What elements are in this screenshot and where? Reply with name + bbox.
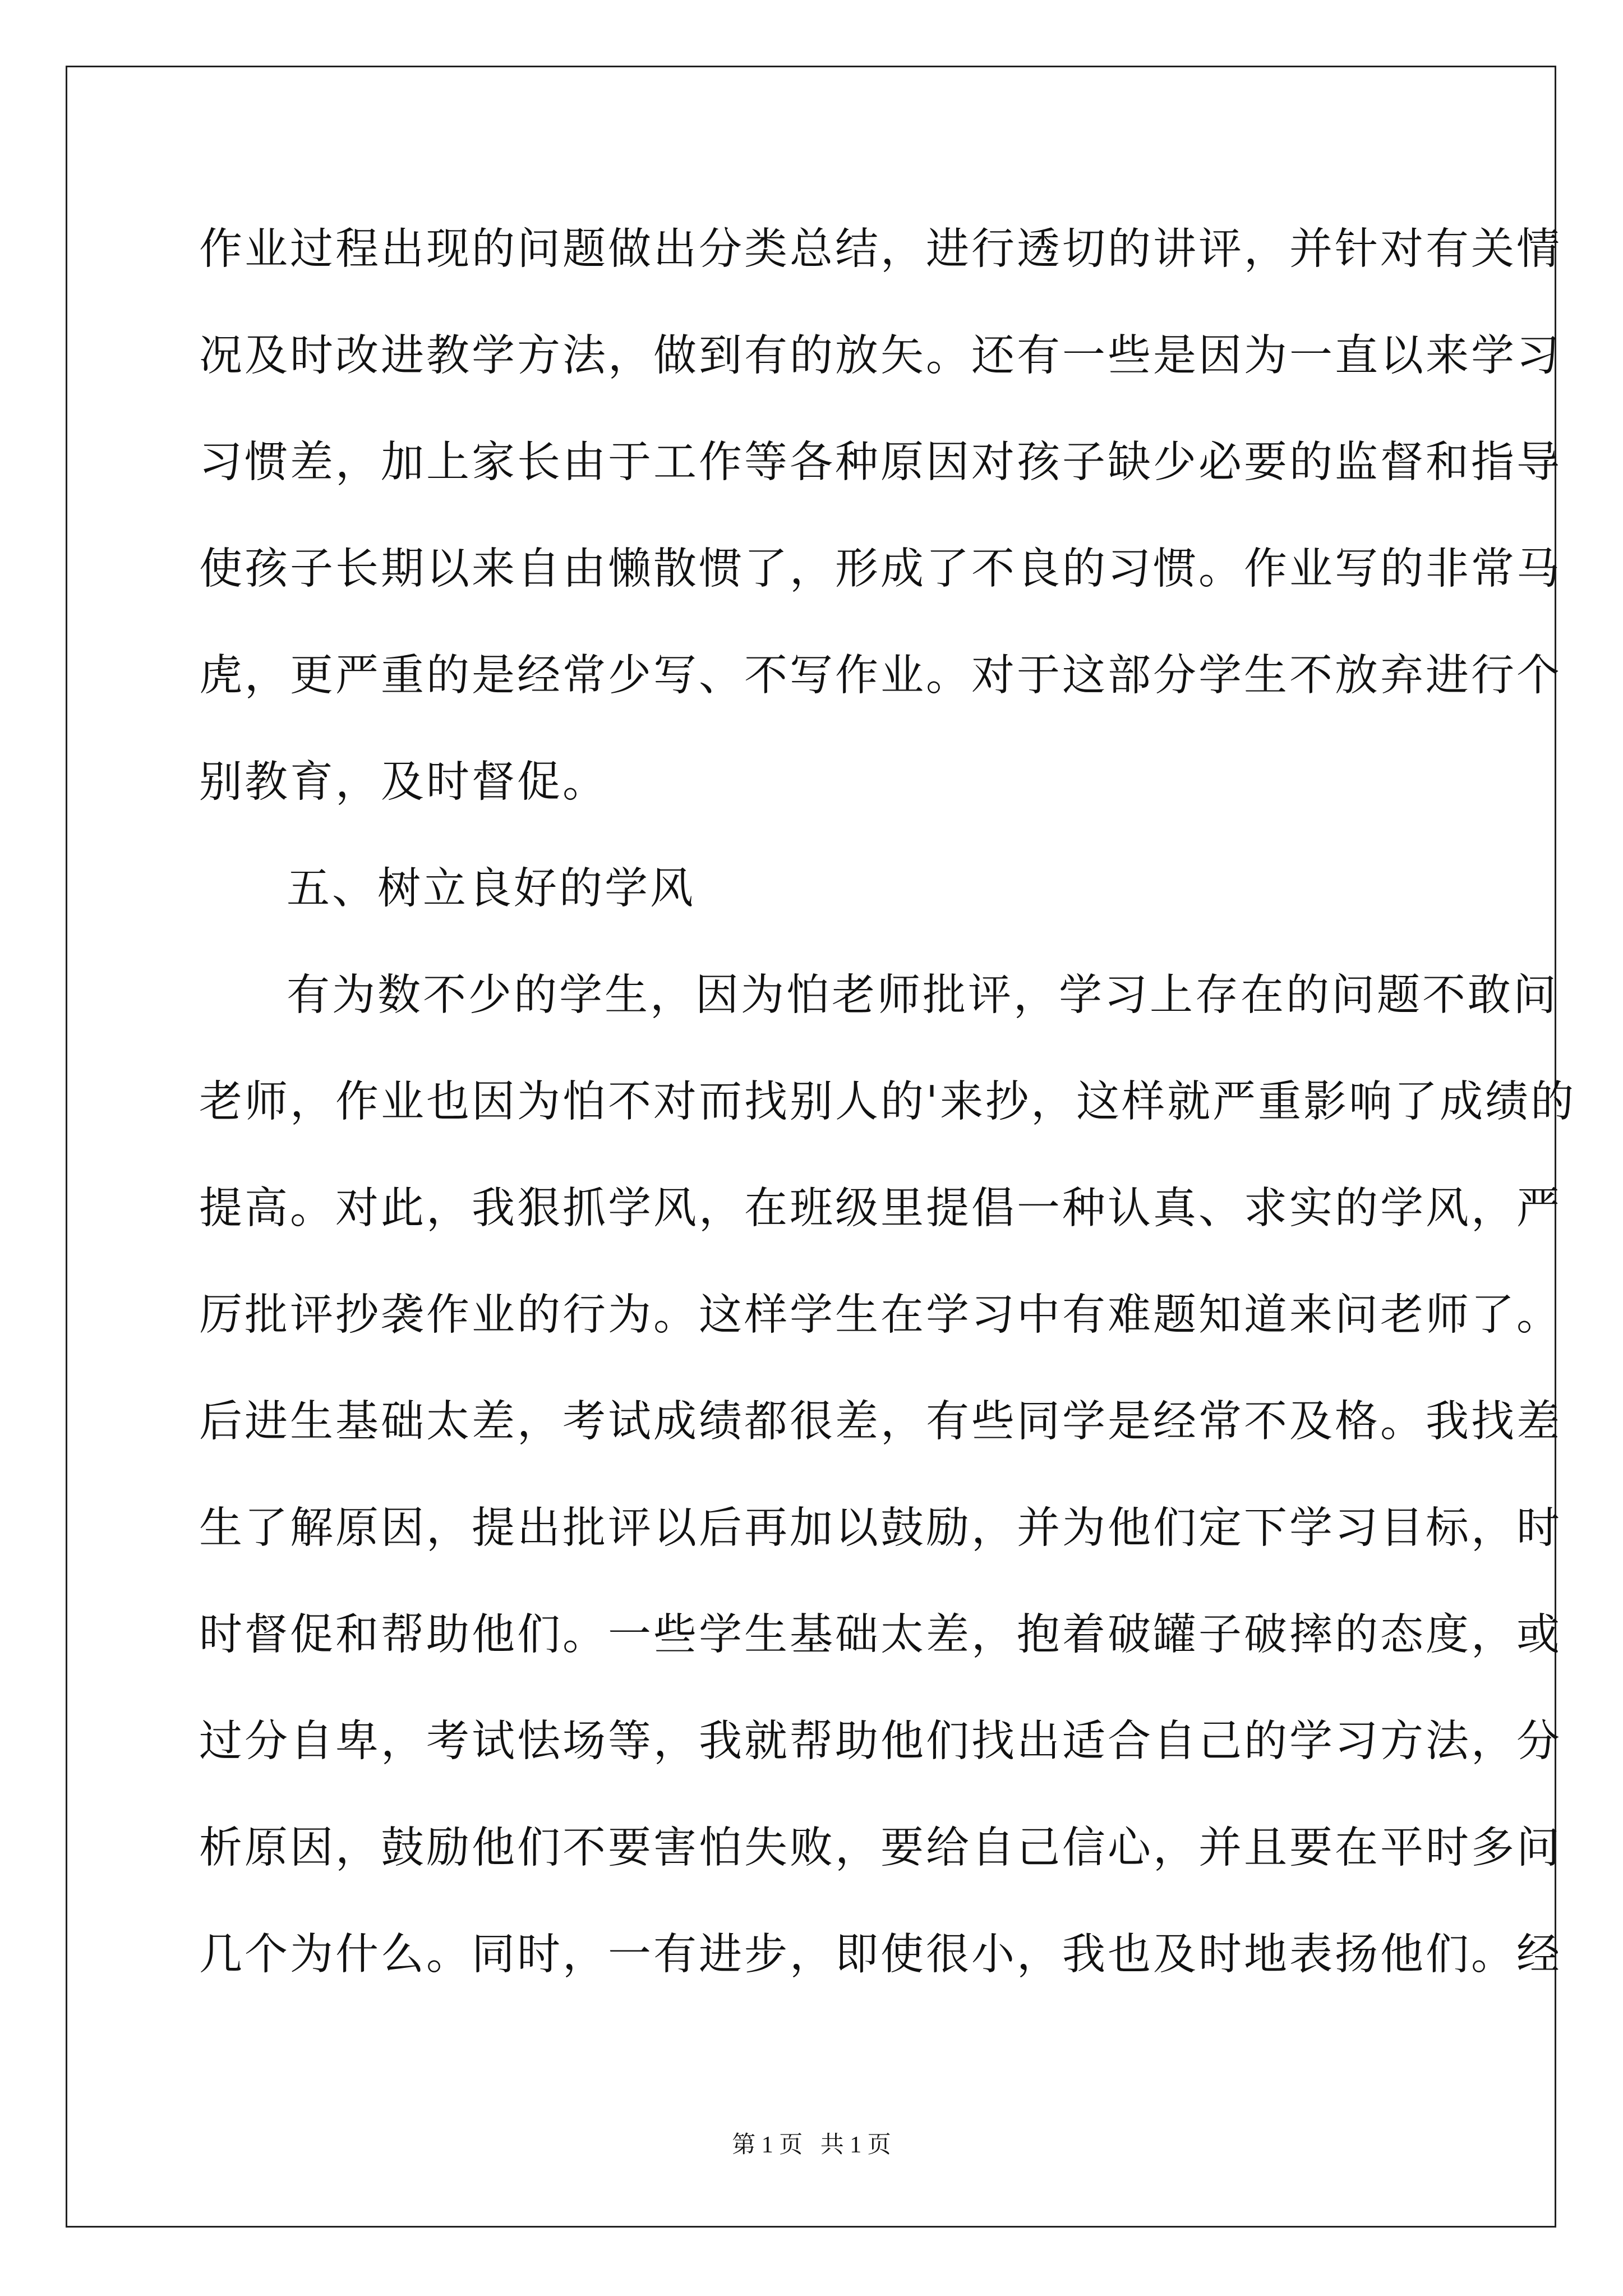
text-line: 别教育，及时督促。 (199, 757, 608, 807)
section-heading: 五、树立良好的学风 (287, 864, 695, 914)
text-line: 后进生基础太差，考试成绩都很差，有些同学是经常不及格。我找差 (199, 1397, 1562, 1447)
text-line: 况及时改进教学方法，做到有的放矢。还有一些是因为一直以来学习 (199, 331, 1562, 381)
text-line: 厉批评抄袭作业的行为。这样学生在学习中有难题知道来问老师了。 (199, 1290, 1562, 1340)
text-line: 过分自卑，考试怯场等，我就帮助他们找出适合自己的学习方法，分 (199, 1717, 1562, 1766)
text-line: 有为数不少的学生，因为怕老师批评，学习上存在的问题不敢问 (287, 970, 1559, 1020)
text-line: 提高。对此，我狠抓学风，在班级里提倡一种认真、求实的学风，严 (199, 1184, 1562, 1234)
text-line: 几个为什么。同时，一有进步，即使很小，我也及时地表扬他们。经 (199, 1930, 1562, 1980)
text-line: 作业过程出现的问题做出分类总结，进行透切的讲评，并针对有关情 (199, 224, 1562, 274)
text-line: 习惯差，加上家长由于工作等各种原因对孩子缺少必要的监督和指导 (199, 438, 1562, 487)
text-line: 老师，作业也因为怕不对而找别人的'来抄，这样就严重影响了成绩的 (199, 1077, 1576, 1127)
document-body (199, 219, 1576, 2031)
text-line: 时督促和帮助他们。一些学生基础太差，抱着破罐子破摔的态度，或 (199, 1610, 1562, 1660)
text-line: 使孩子长期以来自由懒散惯了，形成了不良的习惯。作业写的非常马 (199, 544, 1562, 594)
text-line: 析原因，鼓励他们不要害怕失败，要给自己信心，并且要在平时多问 (199, 1823, 1562, 1873)
text-line: 虎，更严重的是经常少写、不写作业。对于这部分学生不放弃进行个 (199, 651, 1562, 701)
text-line: 生了解原因，提出批评以后再加以鼓励，并为他们定下学习目标，时 (199, 1503, 1562, 1553)
page-number: 第 1 页 共 1 页 (732, 2132, 891, 2158)
